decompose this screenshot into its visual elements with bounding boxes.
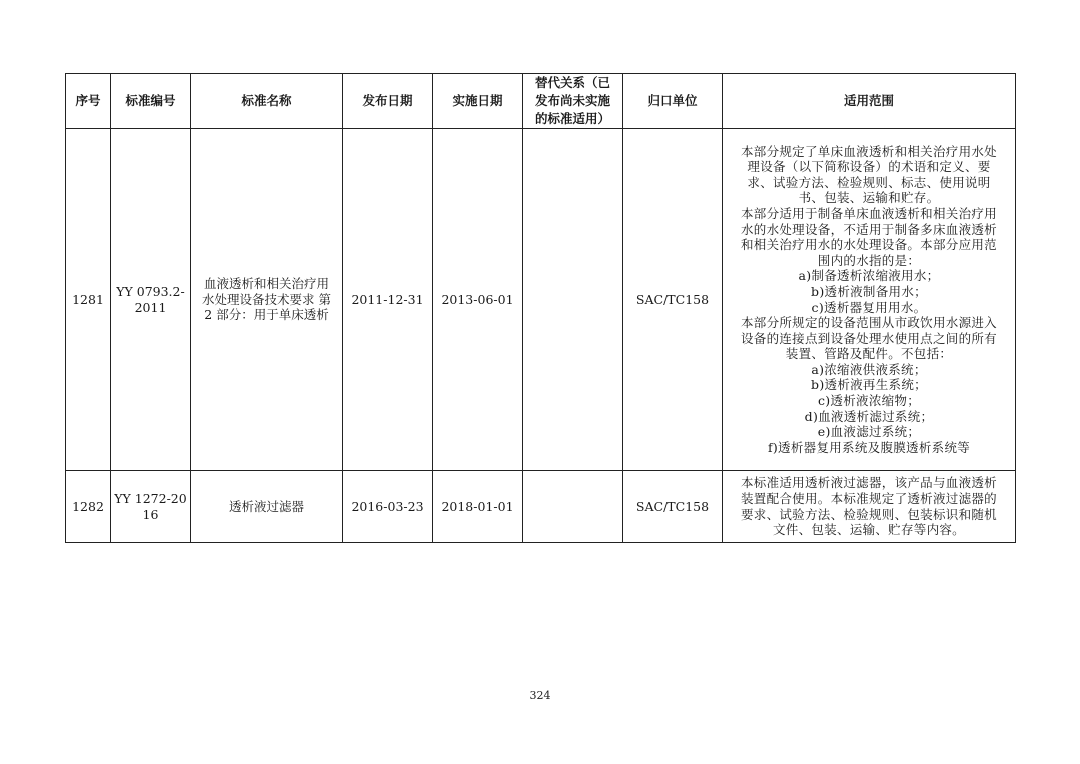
scope-line: c)透析液浓缩物； <box>817 393 921 409</box>
header-seq: 序号 <box>66 74 111 129</box>
cell-code-line: YY 1272-20 <box>114 491 187 506</box>
scope-line: f)透析器复用系统及腹膜透析系统等 <box>767 439 971 455</box>
cell-seq: 1282 <box>66 471 111 543</box>
scope-line: 求、试验方法、检验规则、标志、使用说明 <box>747 174 991 190</box>
cell-seq: 1281 <box>66 129 111 471</box>
table-row <box>66 129 1016 471</box>
cell-replace <box>523 129 623 471</box>
cell-pub-date: 2011-12-31 <box>343 129 433 471</box>
header-impl-date: 实施日期 <box>433 74 523 129</box>
header-pub-date: 发布日期 <box>343 74 433 129</box>
header-code: 标准编号 <box>111 74 191 129</box>
cell-name-line: 水处理设备技术要求 第 <box>202 291 331 307</box>
scope-line: e)血液滤过系统； <box>817 424 921 440</box>
scope-line: 本部分所规定的设备范围从市政饮用水源进入 <box>740 315 997 331</box>
cell-unit: SAC/TC158 <box>623 471 723 543</box>
scope-line: 书、包装、运输和贮存。 <box>798 190 940 206</box>
cell-scope <box>723 471 1016 543</box>
cell-name-line: 透析液过滤器 <box>228 498 304 514</box>
cell-code <box>111 129 191 471</box>
header-replace-line: 替代关系（已 <box>534 75 610 90</box>
cell-name <box>191 129 343 471</box>
cell-code-line: YY 0793.2- <box>116 284 185 299</box>
cell-pub-date: 2016-03-23 <box>343 471 433 543</box>
scope-line: 本标准适用透析液过滤器，该产品与血液透析 <box>740 475 997 491</box>
cell-impl-date: 2018-01-01 <box>433 471 523 543</box>
cell-name <box>191 471 343 543</box>
table-row <box>66 471 1016 543</box>
scope-line: 理设备（以下简称设备）的术语和定义、要 <box>747 159 991 175</box>
header-unit: 归口单位 <box>623 74 723 129</box>
table-header-row <box>66 74 1016 129</box>
cell-name-line: 2 部分：用于单床透析 <box>204 307 329 323</box>
scope-line: b)透析液再生系统； <box>811 377 927 393</box>
cell-replace <box>523 471 623 543</box>
cell-scope <box>723 129 1016 471</box>
cell-code-line: 16 <box>142 506 159 522</box>
scope-line: a)浓缩液供液系统； <box>811 361 927 377</box>
scope-line: d)血液透析滤过系统； <box>804 408 934 424</box>
cell-impl-date: 2013-06-01 <box>433 129 523 471</box>
scope-line: 要求、试验方法、检验规则、包装标识和随机 <box>740 506 997 522</box>
scope-line: 本部分规定了单床血液透析和相关治疗用水处 <box>740 143 997 159</box>
header-replace-line: 发布尚未实施 <box>534 93 610 108</box>
header-replace-line: 的标准适用） <box>534 111 610 126</box>
standards-table <box>65 73 1016 543</box>
scope-line: 装置、管路及配件。不包括： <box>785 346 953 362</box>
header-name: 标准名称 <box>191 74 343 129</box>
cell-name-line: 血液透析和相关治疗用 <box>203 276 329 292</box>
scope-line: 装置配合使用。本标准规定了透析液过滤器的 <box>740 490 997 506</box>
header-replace <box>523 74 623 129</box>
scope-line: 围内的水指的是： <box>817 252 921 268</box>
scope-line: 文件、包装、运输、贮存等内容。 <box>772 522 965 538</box>
scope-line: a)制备透析浓缩液用水； <box>798 268 940 284</box>
scope-line: 设备的连接点到设备处理水使用点之间的所有 <box>740 330 997 346</box>
cell-unit: SAC/TC158 <box>623 129 723 471</box>
scope-line: b)透析液制备用水； <box>811 283 927 299</box>
scope-line: 和相关治疗用水的水处理设备。本部分应用范 <box>740 237 997 253</box>
scope-line: c)透析器复用用水。 <box>811 299 927 315</box>
scope-line: 水的水处理设备，不适用于制备多床血液透析 <box>740 221 997 237</box>
cell-code <box>111 471 191 543</box>
cell-code-line: 2011 <box>134 299 167 315</box>
header-scope: 适用范围 <box>723 74 1016 129</box>
page-number: 324 <box>529 689 551 702</box>
scope-line: 本部分适用于制备单床血液透析和相关治疗用 <box>740 205 997 221</box>
